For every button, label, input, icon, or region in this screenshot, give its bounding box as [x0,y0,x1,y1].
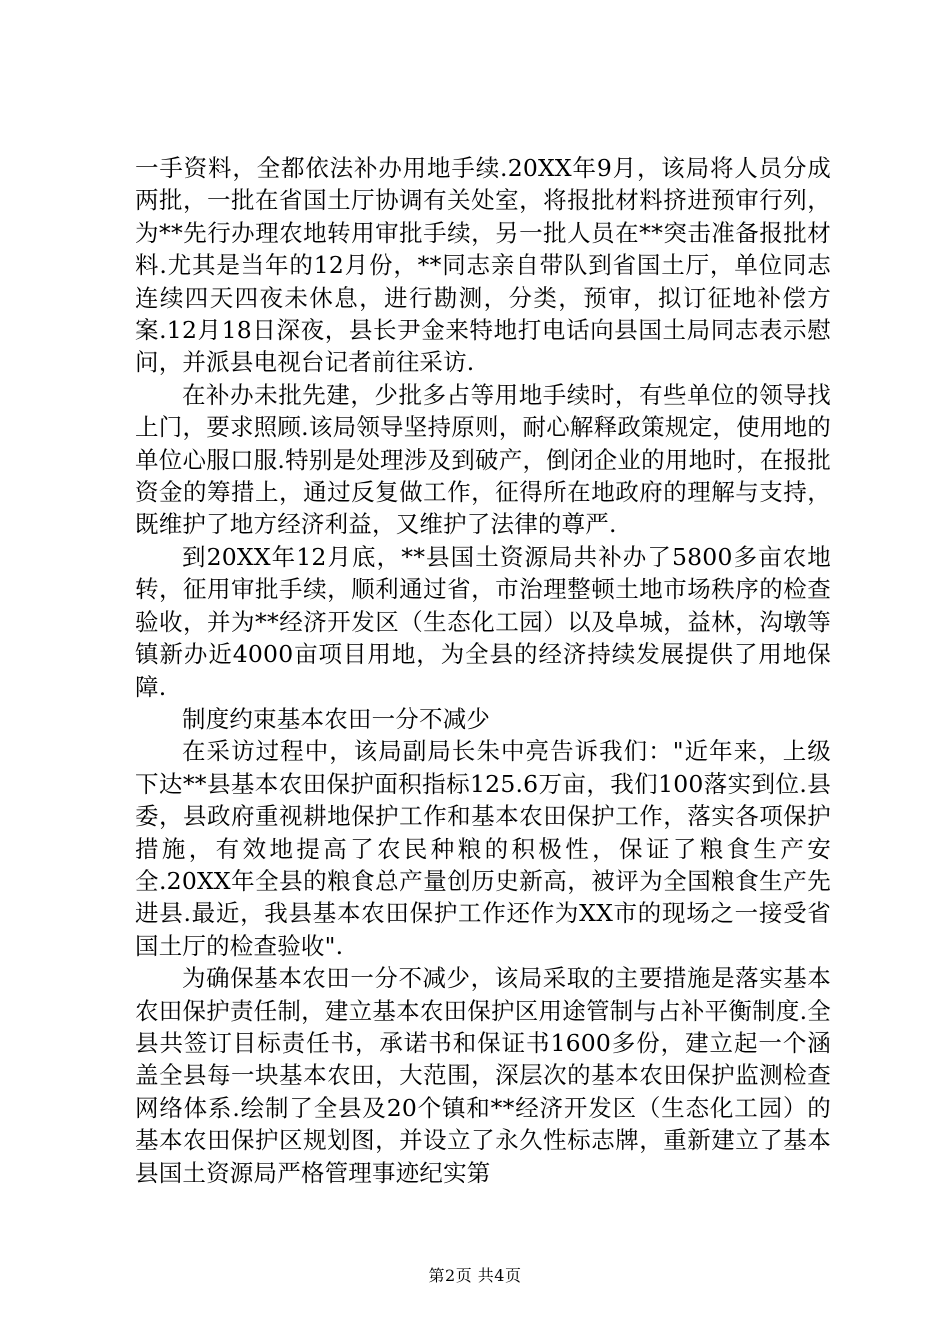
paragraph-1: 一手资料，全都依法补办用地手续.20XX年9月，该局将人员分成两批，一批在省国土厅协调有关处室，将报批材料挤进预审行列，为**先行办理农地转用审批手续，另一批人员在**突击准备报批材料.尤其是当年的12月份，**同志亲自带队到省国土厅，单位同志连续四天四夜未休息，进行勘测，分类，预审，拟订征地补偿方案.12月18日深夜，县长尹金来特地打电话向县国土局同志表示慰问，并派县电视台记者前往采访. [135,154,831,377]
paragraph-5: 为确保基本农田一分不减少，该局采取的主要措施是落实基本农田保护责任制，建立基本农田保护区用途管制与占补平衡制度.全县共签订目标责任书，承诺书和保证书1600多份，建立起一个涵盖全县每一块基本农田，大范围，深层次的基本农田保护监测检查网络体系.绘制了全县及20个镇和**经济开发区（生态化工园）的基本农田保护区规划图，并设立了永久性标志牌，重新建立了基本县国土资源局严格管理事迹纪实第 [135,964,831,1187]
document-body [135,152,831,1189]
section-heading: 制度约束基本农田一分不减少 [182,704,491,733]
page-number-footer: 第2页 共4页 [428,1266,522,1285]
paragraph-2: 在补办未批先建，少批多占等用地手续时，有些单位的领导找上门，要求照顾.该局领导坚持原则，耐心解释政策规定，使用地的单位心服口服.特别是处理涉及到破产，倒闭企业的用地时，在报批资金的筹措上，通过反复做工作，征得所在地政府的理解与支持，既维护了地方经济利益，又维护了法律的尊严. [135,380,831,539]
paragraph-4: 在采访过程中，该局副局长朱中亮告诉我们："近年来，上级下达**县基本农田保护面积指标125.6万亩，我们100落实到位.县委，县政府重视耕地保护工作和基本农田保护工作，落实各项保护措施，有效地提高了农民种粮的积极性，保证了粮食生产安全.20XX年全县的粮食总产量创历史新高，被评为全国粮食生产先进县.最近，我县基本农田保护工作还作为XX市的现场之一接受省国土厅的检查验收". [135,737,831,960]
paragraph-3: 到20XX年12月底，**县国土资源局共补办了5800多亩农地转，征用审批手续，顺利通过省，市治理整顿土地市场秩序的检查验收，并为**经济开发区（生态化工园）以及阜城，益林，沟墩等镇新办近4000亩项目用地，为全县的经济持续发展提供了用地保障. [135,542,831,701]
